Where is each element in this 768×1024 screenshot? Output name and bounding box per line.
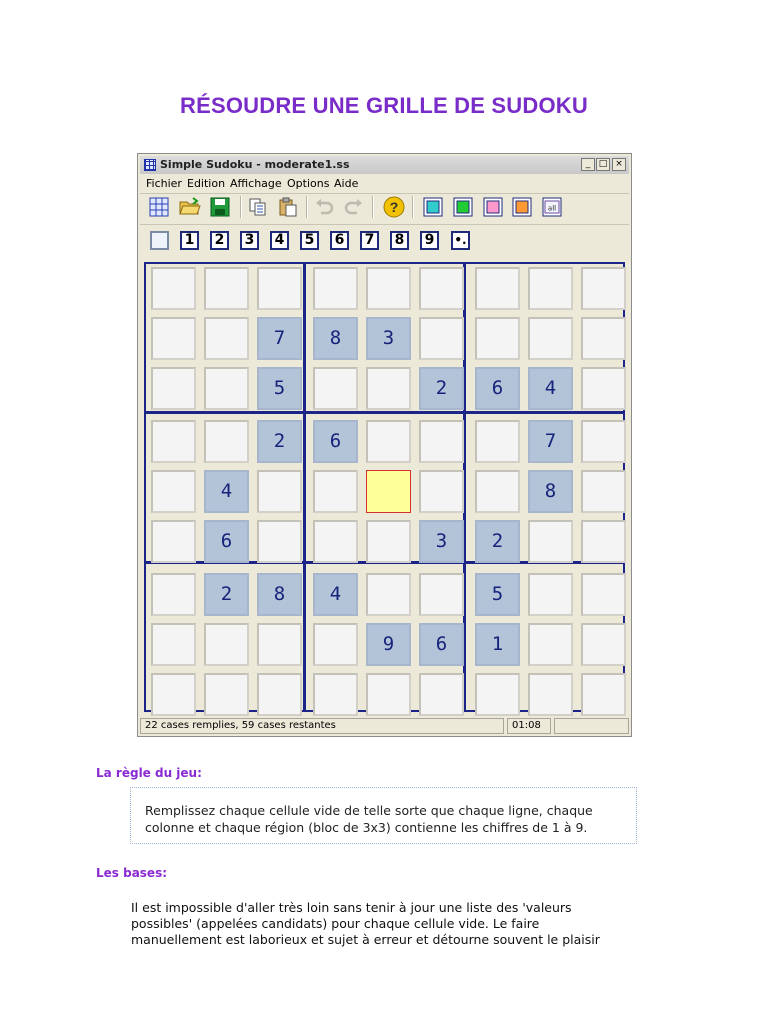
sudoku-cell-r1c7[interactable] — [475, 267, 520, 310]
sudoku-cell-r2c9[interactable] — [581, 317, 626, 360]
sudoku-cell-r1c2[interactable] — [204, 267, 249, 310]
sudoku-cell-r6c9[interactable] — [581, 520, 626, 563]
sudoku-cell-r1c8[interactable] — [528, 267, 573, 310]
sudoku-cell-r1c4[interactable] — [313, 267, 358, 310]
sudoku-cell-r7c4[interactable]: 4 — [313, 573, 358, 616]
sudoku-cell-r5c9[interactable] — [581, 470, 626, 513]
sudoku-cell-r4c7[interactable] — [475, 420, 520, 463]
help-icon[interactable] — [382, 195, 406, 219]
basics-heading: Les bases: — [96, 866, 168, 880]
toolbar-divider — [306, 196, 308, 218]
sudoku-cell-r4c2[interactable] — [204, 420, 249, 463]
toolbar-divider — [240, 196, 242, 218]
sudoku-cell-r5c2[interactable]: 4 — [204, 470, 249, 513]
sudoku-cell-r6c6[interactable]: 3 — [419, 520, 464, 563]
rule-box — [130, 787, 637, 844]
sudoku-cell-r9c1[interactable] — [151, 673, 196, 716]
sudoku-cell-r9c5[interactable] — [366, 673, 411, 716]
sudoku-board — [144, 262, 625, 712]
number-button-3[interactable]: 3 — [240, 231, 259, 250]
block-divider — [146, 411, 623, 414]
sudoku-cell-r9c3[interactable] — [257, 673, 302, 716]
undo-icon[interactable] — [312, 195, 336, 219]
sudoku-cell-r2c3[interactable]: 7 — [257, 317, 302, 360]
grid-icon[interactable] — [147, 195, 171, 219]
save-icon[interactable] — [208, 195, 232, 219]
menu-aide[interactable]: Aide — [334, 177, 359, 190]
basics-text: Il est impossible d'aller très loin sans tenir à jour une liste des 'valeurs possibles' (appelées candidats) pour chaque cellule vide. Le faire manuellement est laborieux et sujet à erreur et détourne souvent le plaisir — [131, 900, 600, 947]
status-empty-pane — [554, 718, 629, 734]
sudoku-cell-r4c5[interactable] — [366, 420, 411, 463]
sudoku-cell-r7c8[interactable] — [528, 573, 573, 616]
status-timer: 01:08 — [507, 718, 551, 734]
sudoku-cell-r2c7[interactable] — [475, 317, 520, 360]
color-green-icon[interactable] — [451, 195, 475, 219]
candidates-toggle-button[interactable]: •. — [451, 231, 470, 250]
sudoku-cell-r6c5[interactable] — [366, 520, 411, 563]
menu-bar — [140, 175, 629, 193]
sudoku-cell-r3c4[interactable] — [313, 367, 358, 410]
close-button[interactable]: × — [612, 158, 626, 171]
page-title: RÉSOUDRE UNE GRILLE DE SUDOKU — [180, 93, 588, 118]
rule-heading: La règle du jeu: — [96, 766, 202, 780]
sudoku-cell-r6c4[interactable] — [313, 520, 358, 563]
color-orange-icon[interactable] — [510, 195, 534, 219]
sudoku-cell-r6c3[interactable] — [257, 520, 302, 563]
sudoku-cell-r7c2[interactable]: 2 — [204, 573, 249, 616]
sudoku-cell-r3c5[interactable] — [366, 367, 411, 410]
sudoku-cell-r1c5[interactable] — [366, 267, 411, 310]
sudoku-cell-r9c6[interactable] — [419, 673, 464, 716]
sudoku-cell-r3c6[interactable]: 2 — [419, 367, 464, 410]
sudoku-cell-r1c1[interactable] — [151, 267, 196, 310]
sudoku-cell-r1c9[interactable] — [581, 267, 626, 310]
sudoku-cell-r2c8[interactable] — [528, 317, 573, 360]
sudoku-cell-r5c8[interactable]: 8 — [528, 470, 573, 513]
sudoku-cell-r2c4[interactable]: 8 — [313, 317, 358, 360]
sudoku-cell-r5c1[interactable] — [151, 470, 196, 513]
sudoku-cell-r8c5[interactable]: 9 — [366, 623, 411, 666]
toolbar-separator — [140, 193, 629, 194]
sudoku-cell-r1c6[interactable] — [419, 267, 464, 310]
open-folder-icon[interactable] — [178, 195, 202, 219]
rule-text: Remplissez chaque cellule vide de telle sorte que chaque ligne, chaque colonne et chaque région (bloc de 3x3) contienne les chiffres de 1 à 9. — [145, 803, 593, 835]
toolbar-separator — [140, 224, 629, 225]
sudoku-cell-r8c7[interactable]: 1 — [475, 623, 520, 666]
sudoku-cell-r8c1[interactable] — [151, 623, 196, 666]
sudoku-cell-r7c5[interactable] — [366, 573, 411, 616]
sudoku-cell-r4c8[interactable]: 7 — [528, 420, 573, 463]
sudoku-cell-r7c6[interactable] — [419, 573, 464, 616]
menu-fichier[interactable]: Fichier — [146, 177, 182, 190]
sudoku-cell-r7c3[interactable]: 8 — [257, 573, 302, 616]
show-all-icon[interactable] — [540, 195, 564, 219]
sudoku-cell-r6c1[interactable] — [151, 520, 196, 563]
sudoku-cell-r5c4[interactable] — [313, 470, 358, 513]
toolbar-divider — [372, 196, 374, 218]
number-button-2[interactable]: 2 — [210, 231, 229, 250]
show-all-label: all — [547, 204, 557, 213]
sudoku-cell-r4c9[interactable] — [581, 420, 626, 463]
toolbar-divider — [412, 196, 414, 218]
sudoku-cell-r6c8[interactable] — [528, 520, 573, 563]
title-bar[interactable] — [140, 156, 629, 174]
sudoku-cell-r9c9[interactable] — [581, 673, 626, 716]
sudoku-cell-r8c3[interactable] — [257, 623, 302, 666]
sudoku-cell-r7c9[interactable] — [581, 573, 626, 616]
number-button-7[interactable]: 7 — [360, 231, 379, 250]
sudoku-cell-r8c4[interactable] — [313, 623, 358, 666]
sudoku-cell-r8c9[interactable] — [581, 623, 626, 666]
number-button-4[interactable]: 4 — [270, 231, 289, 250]
sudoku-cell-r8c6[interactable]: 6 — [419, 623, 464, 666]
maximize-button[interactable]: □ — [596, 158, 610, 171]
sudoku-cell-r3c8[interactable]: 4 — [528, 367, 573, 410]
paste-icon[interactable] — [276, 195, 300, 219]
number-button-1[interactable]: 1 — [180, 231, 199, 250]
color-pink-icon[interactable] — [481, 195, 505, 219]
sudoku-cell-r1c3[interactable] — [257, 267, 302, 310]
minimize-button[interactable]: _ — [581, 158, 595, 171]
sudoku-cell-r3c1[interactable] — [151, 367, 196, 410]
sudoku-cell-r5c7[interactable] — [475, 470, 520, 513]
window-title: Simple Sudoku - moderate1.ss — [160, 158, 350, 171]
sudoku-cell-r8c2[interactable] — [204, 623, 249, 666]
copy-icon[interactable] — [246, 195, 270, 219]
number-button-6[interactable]: 6 — [330, 231, 349, 250]
sudoku-cell-r7c7[interactable]: 5 — [475, 573, 520, 616]
sudoku-cell-r6c2[interactable]: 6 — [204, 520, 249, 563]
sudoku-cell-r5c3[interactable] — [257, 470, 302, 513]
sudoku-cell-r4c6[interactable] — [419, 420, 464, 463]
menu-options[interactable]: Options — [287, 177, 330, 190]
sudoku-cell-r9c4[interactable] — [313, 673, 358, 716]
sudoku-cell-r2c5[interactable]: 3 — [366, 317, 411, 360]
sudoku-cell-r4c3[interactable]: 2 — [257, 420, 302, 463]
sudoku-cell-r6c7[interactable]: 2 — [475, 520, 520, 563]
sudoku-cell-r2c2[interactable] — [204, 317, 249, 360]
menu-affichage[interactable]: Affichage — [230, 177, 282, 190]
sudoku-cell-r3c2[interactable] — [204, 367, 249, 410]
number-button-9[interactable]: 9 — [420, 231, 439, 250]
sudoku-cell-r5c5[interactable] — [366, 470, 411, 513]
redo-icon[interactable] — [342, 195, 366, 219]
sudoku-cell-r8c8[interactable] — [528, 623, 573, 666]
sudoku-app-icon — [144, 159, 156, 171]
sudoku-cell-r9c8[interactable] — [528, 673, 573, 716]
number-button-8[interactable]: 8 — [390, 231, 409, 250]
color-cyan-icon[interactable] — [421, 195, 445, 219]
sudoku-cell-r4c1[interactable] — [151, 420, 196, 463]
sudoku-cell-r3c9[interactable] — [581, 367, 626, 410]
sudoku-cell-r7c1[interactable] — [151, 573, 196, 616]
menu-edition[interactable]: Edition — [187, 177, 226, 190]
sudoku-cell-r5c6[interactable] — [419, 470, 464, 513]
sudoku-cell-r9c2[interactable] — [204, 673, 249, 716]
number-button-5[interactable]: 5 — [300, 231, 319, 250]
sudoku-cell-r3c7[interactable]: 6 — [475, 367, 520, 410]
block-divider — [303, 264, 306, 710]
sudoku-cell-r9c7[interactable] — [475, 673, 520, 716]
number-button-clear[interactable] — [150, 231, 169, 250]
status-message: 22 cases remplies, 59 cases restantes — [140, 718, 504, 734]
sudoku-cell-r3c3[interactable]: 5 — [257, 367, 302, 410]
sudoku-cell-r2c1[interactable] — [151, 317, 196, 360]
sudoku-cell-r2c6[interactable] — [419, 317, 464, 360]
help-glyph: ? — [389, 199, 399, 215]
sudoku-cell-r4c4[interactable]: 6 — [313, 420, 358, 463]
